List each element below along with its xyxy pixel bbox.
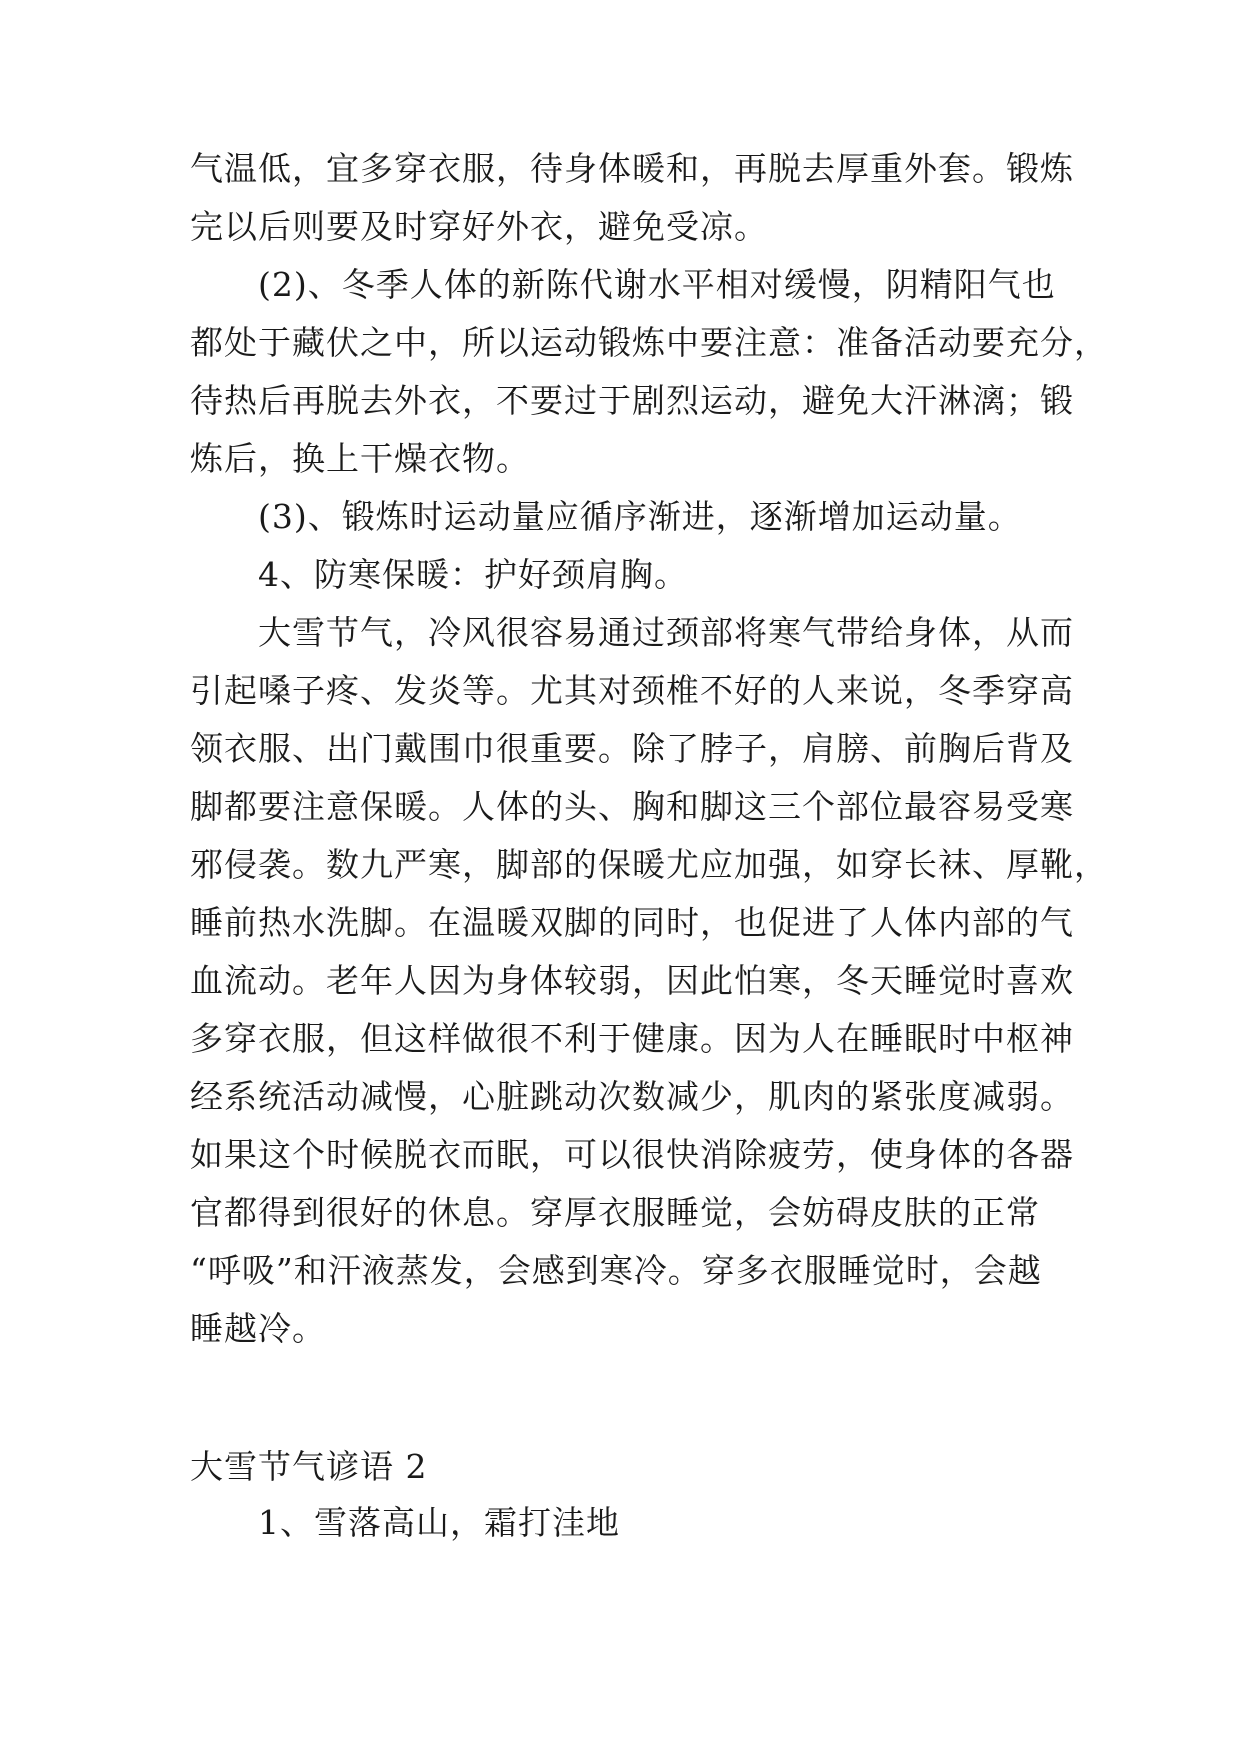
body-text <box>190 140 1108 1358</box>
text-line: 经系统活动减慢，心脏跳动次数减少，肌肉的紧张度减弱。 <box>190 1077 1074 1116</box>
text-line: 4、防寒保暖：护好颈肩胸。 <box>258 555 688 594</box>
text-line: 大雪节气，冷风很容易通过颈部将寒气带给身体，从而 <box>258 613 1074 652</box>
text-line: 气温低，宜多穿衣服，待身体暖和，再脱去厚重外套。锻炼 <box>190 149 1074 188</box>
text-line: (3)、锻炼时运动量应循序渐进，逐渐增加运动量。 <box>258 497 1022 536</box>
text-line: 睡前热水洗脚。在温暖双脚的同时，也促进了人体内部的气 <box>190 903 1074 942</box>
text-line: 完以后则要及时穿好外衣，避免受凉。 <box>190 207 768 246</box>
text-line: 炼后，换上干燥衣物。 <box>190 439 530 478</box>
text-line: 如果这个时候脱衣而眠，可以很快消除疲劳，使身体的各器 <box>190 1135 1074 1174</box>
text-line: 领衣服、出门戴围巾很重要。除了脖子，肩膀、前胸后背及 <box>190 729 1074 768</box>
text-line: (2)、冬季人体的新陈代谢水平相对缓慢，阴精阳气也 <box>258 265 1056 304</box>
text-line: 脚都要注意保暖。人体的头、胸和脚这三个部位最容易受寒 <box>190 787 1074 826</box>
text-line: 官都得到很好的休息。穿厚衣服睡觉，会妨碍皮肤的正常 <box>190 1193 1040 1232</box>
text-line: 引起嗓子疼、发炎等。尤其对颈椎不好的人来说，冬季穿高 <box>190 671 1074 710</box>
text-line: 血流动。老年人因为身体较弱，因此怕寒，冬天睡觉时喜欢 <box>190 961 1074 1000</box>
list-item: 1、雪落高山，霜打洼地 <box>258 1503 620 1542</box>
text-line: “呼吸”和汗液蒸发，会感到寒冷。穿多衣服睡觉时，会越 <box>190 1251 1042 1290</box>
section-heading: 大雪节气谚语 2 <box>190 1447 428 1486</box>
text-line: 睡越冷。 <box>190 1309 326 1348</box>
text-line: 邪侵袭。数九严寒，脚部的保暖尤应加强，如穿长袜、厚靴， <box>190 845 1108 884</box>
text-line: 待热后再脱去外衣，不要过于剧烈运动，避免大汗淋漓；锻 <box>190 381 1074 420</box>
text-line: 多穿衣服，但这样做很不利于健康。因为人在睡眠时中枢神 <box>190 1019 1074 1058</box>
text-line: 都处于藏伏之中，所以运动锻炼中要注意：准备活动要充分， <box>190 323 1108 362</box>
